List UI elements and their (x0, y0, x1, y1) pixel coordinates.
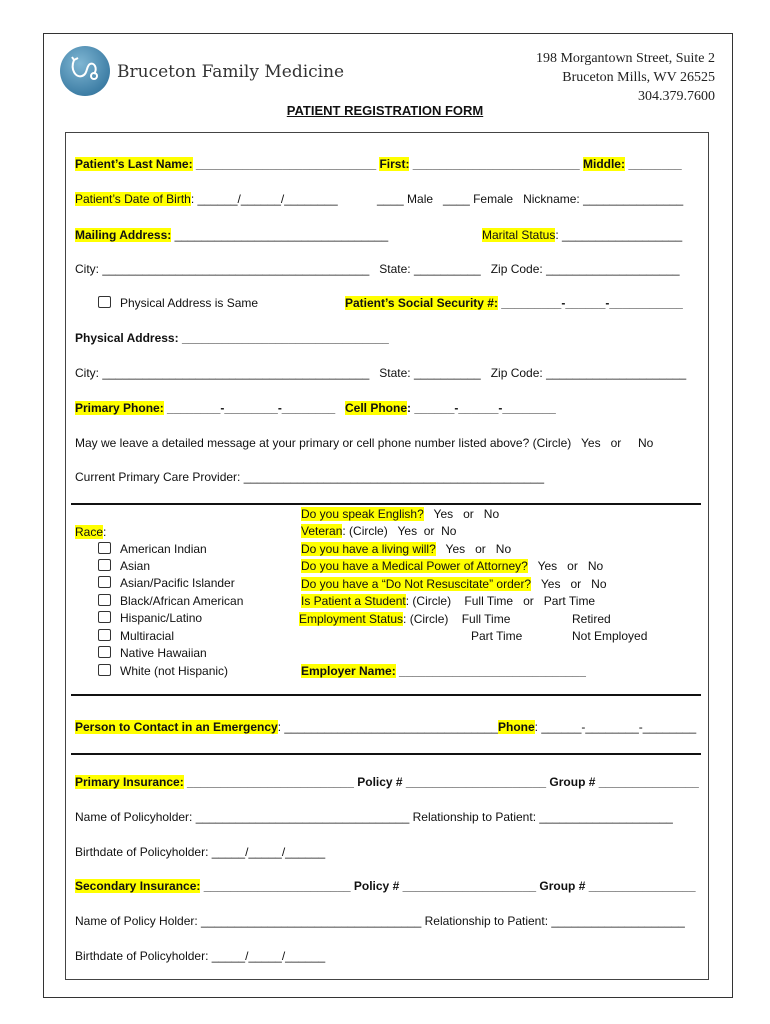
veteran-question[interactable]: Veteran: (Circle) Yes or No (301, 524, 457, 538)
english-question[interactable]: Do you speak English? Yes or No (301, 507, 500, 521)
race-checkbox[interactable] (98, 629, 111, 641)
ssn-field[interactable]: Patient’s Social Security #: _________-______-___________ (345, 296, 683, 310)
part-time-option[interactable]: Part Time (471, 629, 523, 643)
race-option-label: Native Hawaiian (120, 646, 207, 660)
policyholder-birthdate-field[interactable]: Birthdate of Policyholder: _____/_____/______ (75, 845, 326, 859)
race-checkbox[interactable] (98, 542, 111, 554)
race-checkbox[interactable] (98, 646, 111, 658)
dnr-question[interactable]: Do you have a “Do Not Resuscitate” order? Yes or No (301, 577, 607, 591)
race-checkbox[interactable] (98, 559, 111, 571)
clinic-logo (60, 46, 110, 96)
cell-phone-field[interactable]: Cell Phone: ______-______-________ (345, 401, 556, 415)
policyholder-name-field[interactable]: Name of Policyholder: ________________________________ Relationship to Patient: ____________________ (75, 810, 673, 824)
clinic-name: Bruceton Family Medicine (117, 62, 345, 82)
marital-status-field[interactable]: Marital Status: __________________ (482, 228, 683, 242)
physical-same-checkbox[interactable] (98, 296, 111, 308)
race-label: Race: (75, 525, 107, 539)
address-line-2: Bruceton Mills, WV 26525 (562, 70, 715, 85)
race-option-label: American Indian (120, 542, 207, 556)
race-checkbox[interactable] (98, 611, 111, 623)
physical-same-label: Physical Address is Same (120, 296, 259, 310)
student-question[interactable]: Is Patient a Student: (Circle) Full Time or Part Time (301, 594, 596, 608)
race-checkbox[interactable] (98, 664, 111, 676)
emergency-contact-field[interactable]: Person to Contact in an Emergency: ________________________________ (75, 720, 498, 734)
employer-name-field[interactable]: Employer Name: ____________________________ (301, 664, 586, 678)
retired-option[interactable]: Retired (572, 612, 611, 626)
primary-phone-field[interactable]: Primary Phone: ________-________-________ (75, 401, 336, 415)
policyholder-name-field-2[interactable]: Name of Policy Holder: _________________________________ Relationship to Patient: ____________________ (75, 914, 685, 928)
not-employed-option[interactable]: Not Employed (572, 629, 648, 643)
divider (71, 753, 701, 755)
message-question[interactable]: May we leave a detailed message at your primary or cell phone number listed above? (Circle) Yes or No (75, 436, 654, 450)
address-line-1: 198 Morgantown Street, Suite 2 (535, 51, 715, 66)
gender-nickname-field[interactable]: ____ Male ____ Female Nickname: _______________ (377, 192, 684, 206)
race-checkbox[interactable] (98, 594, 111, 606)
divider (71, 694, 701, 696)
physical-address-field[interactable]: Physical Address: _______________________________ (75, 331, 389, 345)
race-option-label: Asian/Pacific Islander (120, 576, 235, 590)
dob-field[interactable]: Patient’s Date of Birth: ______/______/________ (75, 192, 338, 206)
mailing-city-line[interactable]: City: ________________________________________ State: __________ Zip Code: ____________________ (75, 262, 680, 276)
last-name-field[interactable]: Patient’s Last Name: ___________________________ First: _________________________ Middle: ________ (75, 157, 682, 171)
race-option-label: Asian (120, 559, 151, 573)
care-provider-field[interactable]: Current Primary Care Provider: _____________________________________________ (75, 470, 545, 484)
form-title: PATIENT REGISTRATION FORM (286, 103, 484, 118)
primary-insurance-field[interactable]: Primary Insurance: _________________________ Policy # _____________________ Group # _______________ (75, 775, 699, 789)
race-option-label: Hispanic/Latino (120, 611, 203, 625)
physical-city-line[interactable]: City: ________________________________________ State: __________ Zip Code: _____________________ (75, 366, 687, 380)
stethoscope-icon (60, 46, 110, 96)
emergency-phone-field[interactable]: Phone: ______-________-________ (498, 720, 697, 734)
poa-question[interactable]: Do you have a Medical Power of Attorney? Yes or No (301, 559, 604, 573)
clinic-address (536, 49, 715, 106)
divider (71, 503, 701, 505)
policyholder-birthdate-field-2[interactable]: Birthdate of Policyholder: _____/_____/______ (75, 949, 326, 963)
clinic-phone: 304.379.7600 (638, 89, 715, 104)
mailing-address-field[interactable]: Mailing Address: ________________________________ (75, 228, 389, 242)
race-option-label: Multiracial (120, 629, 175, 643)
race-option-label: White (not Hispanic) (120, 664, 229, 678)
race-option-label: Black/African American (120, 594, 244, 608)
secondary-insurance-field[interactable]: Secondary Insurance: ______________________ Policy # ____________________ Group # ________________ (75, 879, 696, 893)
employment-question[interactable]: Employment Status: (Circle) Full Time (299, 612, 511, 626)
living-will-question[interactable]: Do you have a living will? Yes or No (301, 542, 512, 556)
race-checkbox[interactable] (98, 576, 111, 588)
